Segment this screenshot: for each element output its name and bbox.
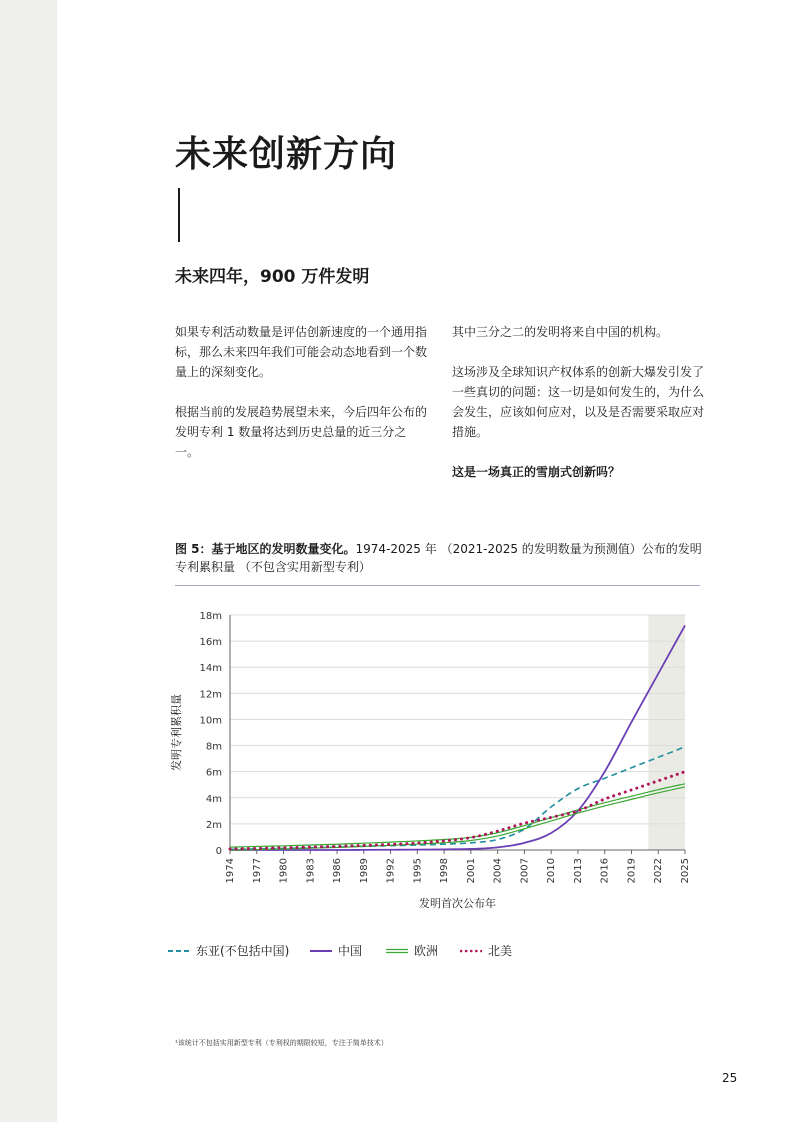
- series-line-europe: [230, 784, 685, 847]
- y-tick-label: 14m: [199, 663, 222, 675]
- x-tick-label: 2010: [546, 858, 558, 884]
- paragraph: 这场涉及全球知识产权体系的创新大爆发引发了一些真切的问题：这一切是如何发生的，为什么会发生，应该如何应对，以及是否需要采取应对措施。: [452, 365, 705, 439]
- legend-item-china: [310, 942, 362, 959]
- page-title: 未来创新方向: [175, 134, 398, 175]
- figure-caption-text: 1974-2025 年 （2021-2025 的发明数量为预测值）公布的发明专利累积量 （不包含实用新型专利）: [175, 542, 702, 574]
- paragraph: 根据当前的发展趋势展望未来，今后四年公布的发明专利 1 数量将达到历史总量的近三分之一。: [175, 405, 428, 459]
- x-tick-label: 1986: [332, 858, 344, 884]
- series-line-europe: [230, 787, 685, 850]
- page-number: 25: [722, 1071, 738, 1085]
- y-tick-label: 10m: [199, 715, 222, 727]
- double-line-swatch-icon: [386, 946, 408, 956]
- series-line-china: [230, 625, 685, 850]
- x-tick-label: 2007: [519, 858, 531, 884]
- y-axis-title: 发明专利累积量: [170, 694, 183, 771]
- x-tick-label: 2013: [572, 858, 584, 884]
- x-tick-label: 2019: [626, 858, 638, 884]
- series-line-north-america: [230, 772, 685, 849]
- x-tick-label: 2016: [599, 858, 611, 884]
- x-tick-label: 2001: [465, 858, 477, 884]
- x-tick-label: 1992: [385, 858, 397, 884]
- figure-caption: [175, 540, 705, 576]
- y-tick-label: 4m: [205, 793, 222, 805]
- y-tick-label: 12m: [199, 689, 222, 701]
- body-column-left: [175, 322, 427, 482]
- title-divider: [178, 188, 180, 242]
- section-subtitle: 未来四年，900 万件发明: [175, 267, 370, 287]
- x-axis-title: 发明首次公布年: [419, 897, 496, 910]
- x-tick-label: 2022: [653, 858, 665, 884]
- y-tick-label: 2m: [205, 819, 222, 831]
- y-tick-label: 6m: [205, 767, 222, 779]
- legend-label: 北美: [488, 944, 513, 958]
- x-tick-label: 1977: [251, 858, 263, 884]
- y-tick-label: 18m: [199, 611, 222, 622]
- paragraph: 如果专利活动数量是评估创新速度的一个通用指标，那么未来四年我们可能会动态地看到一个数量上的深刻变化。: [175, 325, 428, 379]
- y-tick-label: 8m: [205, 741, 222, 753]
- legend-label: 中国: [338, 944, 363, 958]
- caption-divider: [175, 585, 700, 586]
- page-margin-band: [0, 0, 57, 1122]
- x-tick-label: 1998: [439, 858, 451, 884]
- x-tick-label: 2025: [680, 858, 691, 884]
- x-tick-label: 1989: [358, 858, 370, 884]
- paragraph: 其中三分之二的发明将来自中国的机构。: [452, 325, 669, 339]
- forecast-band: [648, 615, 685, 850]
- legend-label: 欧洲: [414, 944, 439, 958]
- x-tick-label: 2004: [492, 858, 504, 884]
- line-chart: [160, 600, 720, 930]
- y-tick-label: 0: [215, 846, 222, 857]
- x-tick-label: 1974: [225, 858, 236, 884]
- paragraph-question: 这是一场真正的雪崩式创新吗？: [452, 465, 621, 479]
- x-tick-label: 1995: [412, 858, 424, 884]
- footnote: ¹该统计不包括实用新型专利（专利权的期限较短，专注于简单技术）: [175, 1039, 388, 1047]
- dotted-line-swatch-icon: [460, 946, 482, 956]
- legend-label: 东亚(不包括中国): [196, 944, 290, 958]
- legend-item-north-america: [460, 942, 512, 959]
- figure-caption-lead: 图 5：基于地区的发明数量变化。: [175, 542, 356, 556]
- y-tick-label: 16m: [199, 637, 222, 649]
- dashed-line-swatch-icon: [168, 946, 190, 956]
- legend-item-europe: [386, 942, 438, 959]
- legend-item-east-asia: [168, 942, 289, 959]
- x-tick-label: 1983: [305, 858, 317, 884]
- x-tick-label: 1980: [278, 858, 290, 884]
- body-column-right: [452, 322, 704, 502]
- solid-line-swatch-icon: [310, 946, 332, 956]
